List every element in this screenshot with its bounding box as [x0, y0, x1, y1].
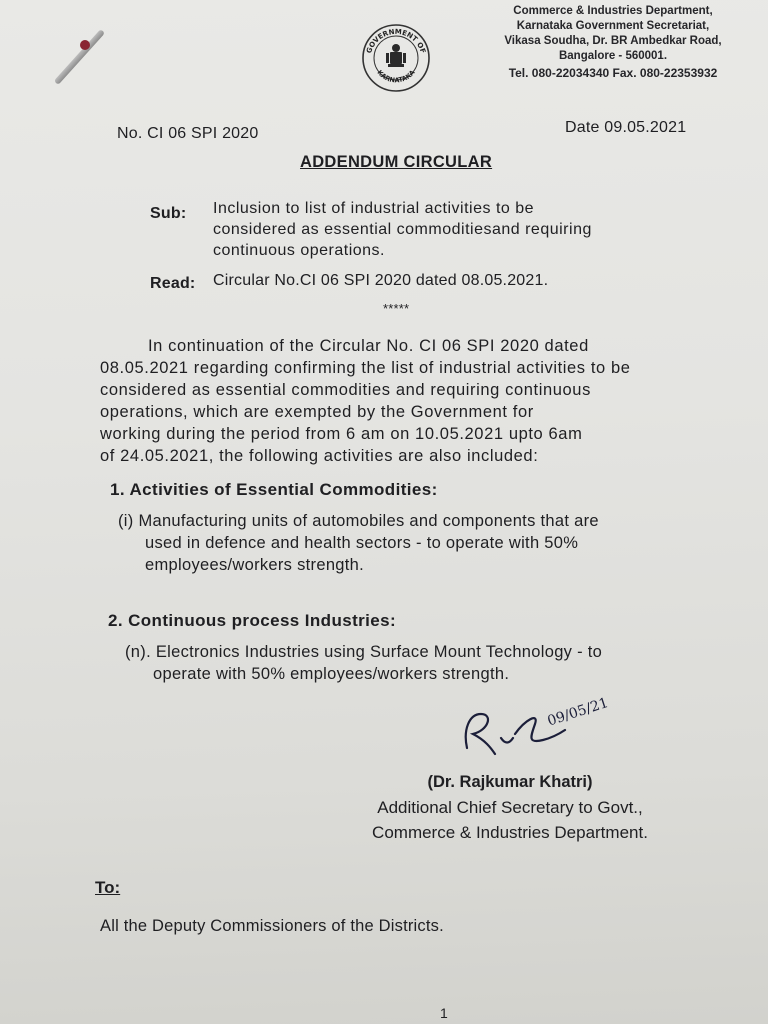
address-line-3: Vikasa Soudha, Dr. BR Ambedkar Road,: [504, 35, 722, 47]
section-2-line-2: operate with 50% employees/workers strength.: [153, 665, 510, 683]
body-line-1: In continuation of the Circular No. CI 06 SPI 2020 dated: [148, 337, 589, 355]
sub-label: Sub:: [150, 205, 187, 222]
tel-fax: Tel. 080-22034340 Fax. 080-22353932: [508, 66, 718, 80]
read-label: Read:: [150, 275, 196, 292]
section-2-item: [125, 641, 715, 685]
section-1-line-3: employees/workers strength.: [145, 556, 365, 574]
body-line-5: working during the period from 6 am on 10.05.2021 upto 6am: [100, 425, 583, 443]
address-line-1: Commerce & Industries Department,: [513, 5, 713, 17]
address-line-2: Karnataka Government Secretariat,: [516, 20, 710, 32]
signature-date: 09/05/21: [545, 694, 611, 730]
section-2-heading: 2. Continuous process Industries:: [108, 611, 397, 630]
svg-text:KARNATAKA: [375, 69, 416, 85]
circular-date: Date 09.05.2021: [565, 119, 687, 136]
subject-line-1: Inclusion to list of industrial activities to be: [213, 200, 535, 217]
body-line-6: of 24.05.2021, the following activities are also included:: [100, 447, 539, 465]
signatory-block: [330, 770, 690, 845]
separator-stars: *****: [383, 301, 410, 316]
page-number: 1: [440, 1005, 448, 1021]
signatory-designation: Additional Chief Secretary to Govt.,: [377, 798, 643, 817]
circular-number: No. CI 06 SPI 2020: [117, 125, 259, 142]
pin-head: [80, 40, 90, 50]
subject-text: [213, 198, 643, 261]
body-line-4: operations, which are exempted by the Government for: [100, 403, 534, 421]
section-1-line-2: used in defence and health sectors - to operate with 50%: [145, 534, 579, 552]
section-1-item: [118, 510, 708, 576]
signatory-name: (Dr. Rajkumar Khatri): [427, 773, 593, 791]
department-address: [478, 4, 748, 81]
section-1-line-1: (i) Manufacturing units of automobiles and components that are: [118, 512, 599, 530]
subject-line-3: continuous operations.: [213, 242, 385, 259]
karnataka-seal-icon: [360, 22, 432, 94]
section-1-heading: 1. Activities of Essential Commodities:: [110, 480, 438, 499]
section-2-line-1: (n). Electronics Industries using Surface Mount Technology - to: [125, 643, 603, 661]
body-line-3: considered as essential commodities and requiring continuous: [100, 381, 591, 399]
seal-top-text: GOVERNMENT OF: [364, 27, 428, 55]
subject-line-2: considered as essential commoditiesand requiring: [213, 221, 592, 238]
recipients: All the Deputy Commissioners of the Districts.: [100, 917, 444, 935]
seal-bottom-text: KARNATAKA: [375, 68, 417, 85]
to-label: To:: [95, 878, 121, 897]
address-line-4: Bangalore - 560001.: [558, 50, 668, 62]
document-title: ADDENDUM CIRCULAR: [300, 153, 493, 171]
body-line-2: 08.05.2021 regarding confirming the list of industrial activities to be: [100, 359, 631, 377]
signatory-department: Commerce & Industries Department.: [372, 823, 648, 842]
read-text: Circular No.CI 06 SPI 2020 dated 08.05.2021.: [213, 272, 549, 289]
body-paragraph: [100, 335, 698, 467]
paper-pin: [54, 29, 105, 85]
